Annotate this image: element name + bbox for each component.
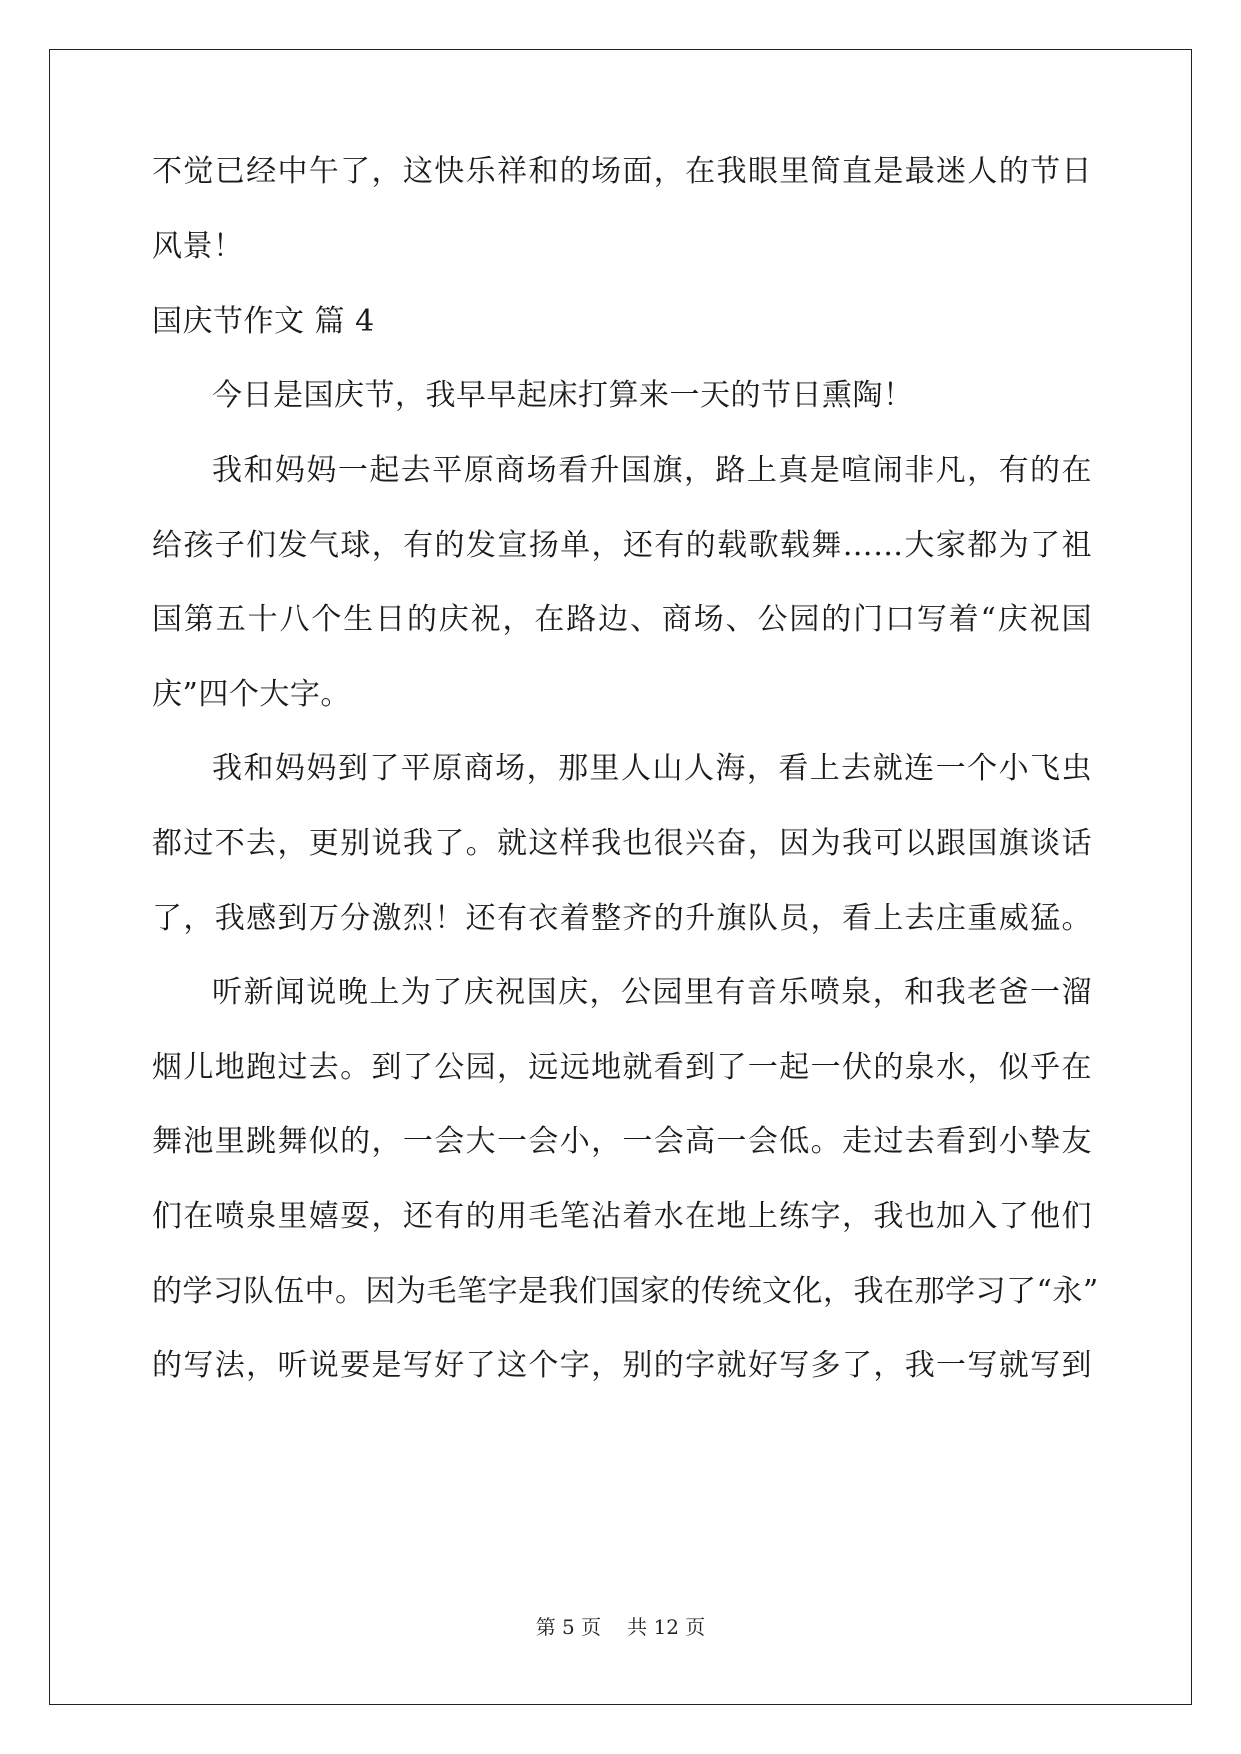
body-text-line: 国第五十八个生日的庆祝，在路边、商场、公园的门口写着“庆祝国 — [152, 602, 1092, 637]
body-text-line: 不觉已经中午了，这快乐祥和的场面，在我眼里简直是最迷人的节日 — [152, 154, 1092, 189]
section-heading: 国庆节作文 篇 4 — [152, 304, 375, 339]
page-number: 第 5 页 — [535, 1615, 602, 1639]
page-footer — [0, 1614, 1241, 1640]
body-text-line: 的写法，听说要是写好了这个字，别的字就好写多了，我一写就写到 — [152, 1348, 1092, 1383]
body-text-line: 都过不去，更别说我了。就这样我也很兴奋，因为我可以跟国旗谈话 — [152, 826, 1092, 861]
page-total: 共 12 页 — [627, 1615, 706, 1639]
body-text-line: 了，我感到万分激烈！还有衣着整齐的升旗队员，看上去庄重威猛。 — [152, 901, 1092, 936]
body-text-line: 给孩子们发气球，有的发宣扬单，还有的载歌载舞……大家都为了祖 — [152, 528, 1092, 563]
body-text-line: 风景！ — [152, 229, 244, 264]
body-text-line: 庆”四个大字。 — [152, 677, 351, 712]
body-text-line: 烟儿地跑过去。到了公园，远远地就看到了一起一伏的泉水，似乎在 — [152, 1050, 1092, 1085]
page-border — [49, 49, 1192, 1705]
paragraph-first-line: 我和妈妈到了平原商场，那里人山人海，看上去就连一个小飞虫 — [212, 751, 1092, 786]
paragraph-first-line: 我和妈妈一起去平原商场看升国旗，路上真是喧闹非凡，有的在 — [212, 453, 1092, 488]
paragraph-first-line: 听新闻说晚上为了庆祝国庆，公园里有音乐喷泉，和我老爸一溜 — [212, 975, 1092, 1010]
body-text-line: 的学习队伍中。因为毛笔字是我们国家的传统文化，我在那学习了“永” — [152, 1274, 1099, 1309]
body-text-line: 舞池里跳舞似的，一会大一会小，一会高一会低。走过去看到小挚友 — [152, 1124, 1092, 1159]
body-text-line: 们在喷泉里嬉耍，还有的用毛笔沾着水在地上练字，我也加入了他们 — [152, 1199, 1092, 1234]
paragraph-first-line: 今日是国庆节，我早早起床打算来一天的节日熏陶！ — [212, 378, 914, 413]
